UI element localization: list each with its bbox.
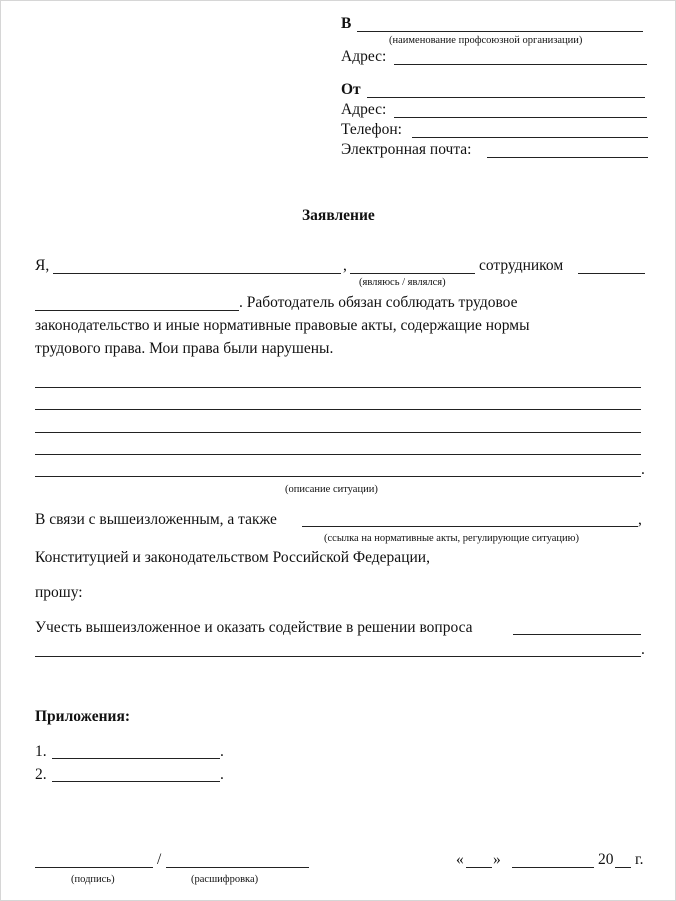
status-hint: (являюсь / являлся)	[359, 277, 446, 288]
situation-line-3[interactable]	[35, 432, 641, 433]
acts-hint: (ссылка на нормативные акты, регулирующие ситуацию)	[324, 533, 579, 544]
date-year-prefix: 20	[598, 851, 614, 868]
request-text: Учесть вышеизложенное и оказать содействие в решении вопроса	[35, 619, 473, 636]
pursuant-end: ,	[638, 511, 642, 528]
employer-text-1: . Работодатель обязан соблюдать трудовое	[239, 294, 518, 311]
request-field-2[interactable]	[35, 656, 641, 657]
to-address-field[interactable]	[394, 64, 647, 65]
employer-text-2: законодательство и иные нормативные правовые акты, содержащие нормы	[35, 317, 530, 334]
date-quote-open: «	[456, 851, 464, 868]
signature-hint: (подпись)	[71, 874, 115, 885]
document-title: Заявление	[302, 207, 375, 224]
attachment-2-period: .	[220, 766, 224, 783]
employer-field-end[interactable]	[35, 310, 239, 311]
from-address-field[interactable]	[394, 117, 647, 118]
to-hint: (наименование профсоюзной организации)	[389, 35, 583, 46]
decoding-field[interactable]	[166, 867, 309, 868]
acts-field[interactable]	[302, 526, 638, 527]
constitution-text: Конституцией и законодательством Российской Федерации,	[35, 549, 430, 566]
situation-hint: (описание ситуации)	[285, 484, 378, 495]
date-year-suffix: г.	[635, 851, 644, 868]
employer-field-start[interactable]	[578, 273, 645, 274]
date-quote-close: »	[493, 851, 501, 868]
email-field[interactable]	[487, 157, 648, 158]
date-day-field[interactable]	[466, 867, 492, 868]
full-name-field[interactable]	[53, 273, 341, 274]
situation-line-2[interactable]	[35, 409, 641, 410]
employee-word: сотрудником	[479, 257, 564, 274]
situation-line-4[interactable]	[35, 454, 641, 455]
from-address-label: Адрес:	[341, 101, 387, 118]
attachment-1-period: .	[220, 743, 224, 760]
from-field[interactable]	[367, 97, 645, 98]
decoding-hint: (расшифровка)	[191, 874, 259, 885]
date-year-field[interactable]	[615, 867, 631, 868]
request-end: .	[641, 641, 645, 658]
comma: ,	[343, 257, 347, 274]
situation-line-5[interactable]	[35, 476, 641, 477]
situation-line-1[interactable]	[35, 387, 641, 388]
request-word: прошу:	[35, 584, 83, 601]
phone-field[interactable]	[412, 137, 648, 138]
employer-text-3: трудового права. Мои права были нарушены.	[35, 340, 334, 357]
date-month-field[interactable]	[512, 867, 594, 868]
signature-field[interactable]	[35, 867, 153, 868]
attachment-2-field[interactable]	[52, 781, 220, 782]
to-address-label: Адрес:	[341, 48, 387, 65]
pursuant-text: В связи с вышеизложенным, а также	[35, 511, 277, 528]
to-field[interactable]	[357, 31, 643, 32]
attachment-1-field[interactable]	[52, 758, 220, 759]
email-label: Электронная почта:	[341, 141, 472, 158]
i-label: Я,	[35, 257, 50, 274]
status-field[interactable]	[350, 273, 475, 274]
from-label: От	[341, 81, 361, 98]
situation-period: .	[641, 461, 645, 478]
signature-slash: /	[157, 851, 162, 868]
attachment-2-num: 2.	[35, 766, 47, 783]
request-field-1[interactable]	[513, 634, 641, 635]
to-label: В	[341, 15, 352, 32]
attachment-1-num: 1.	[35, 743, 47, 760]
phone-label: Телефон:	[341, 121, 402, 138]
attachments-title: Приложения:	[35, 708, 130, 725]
